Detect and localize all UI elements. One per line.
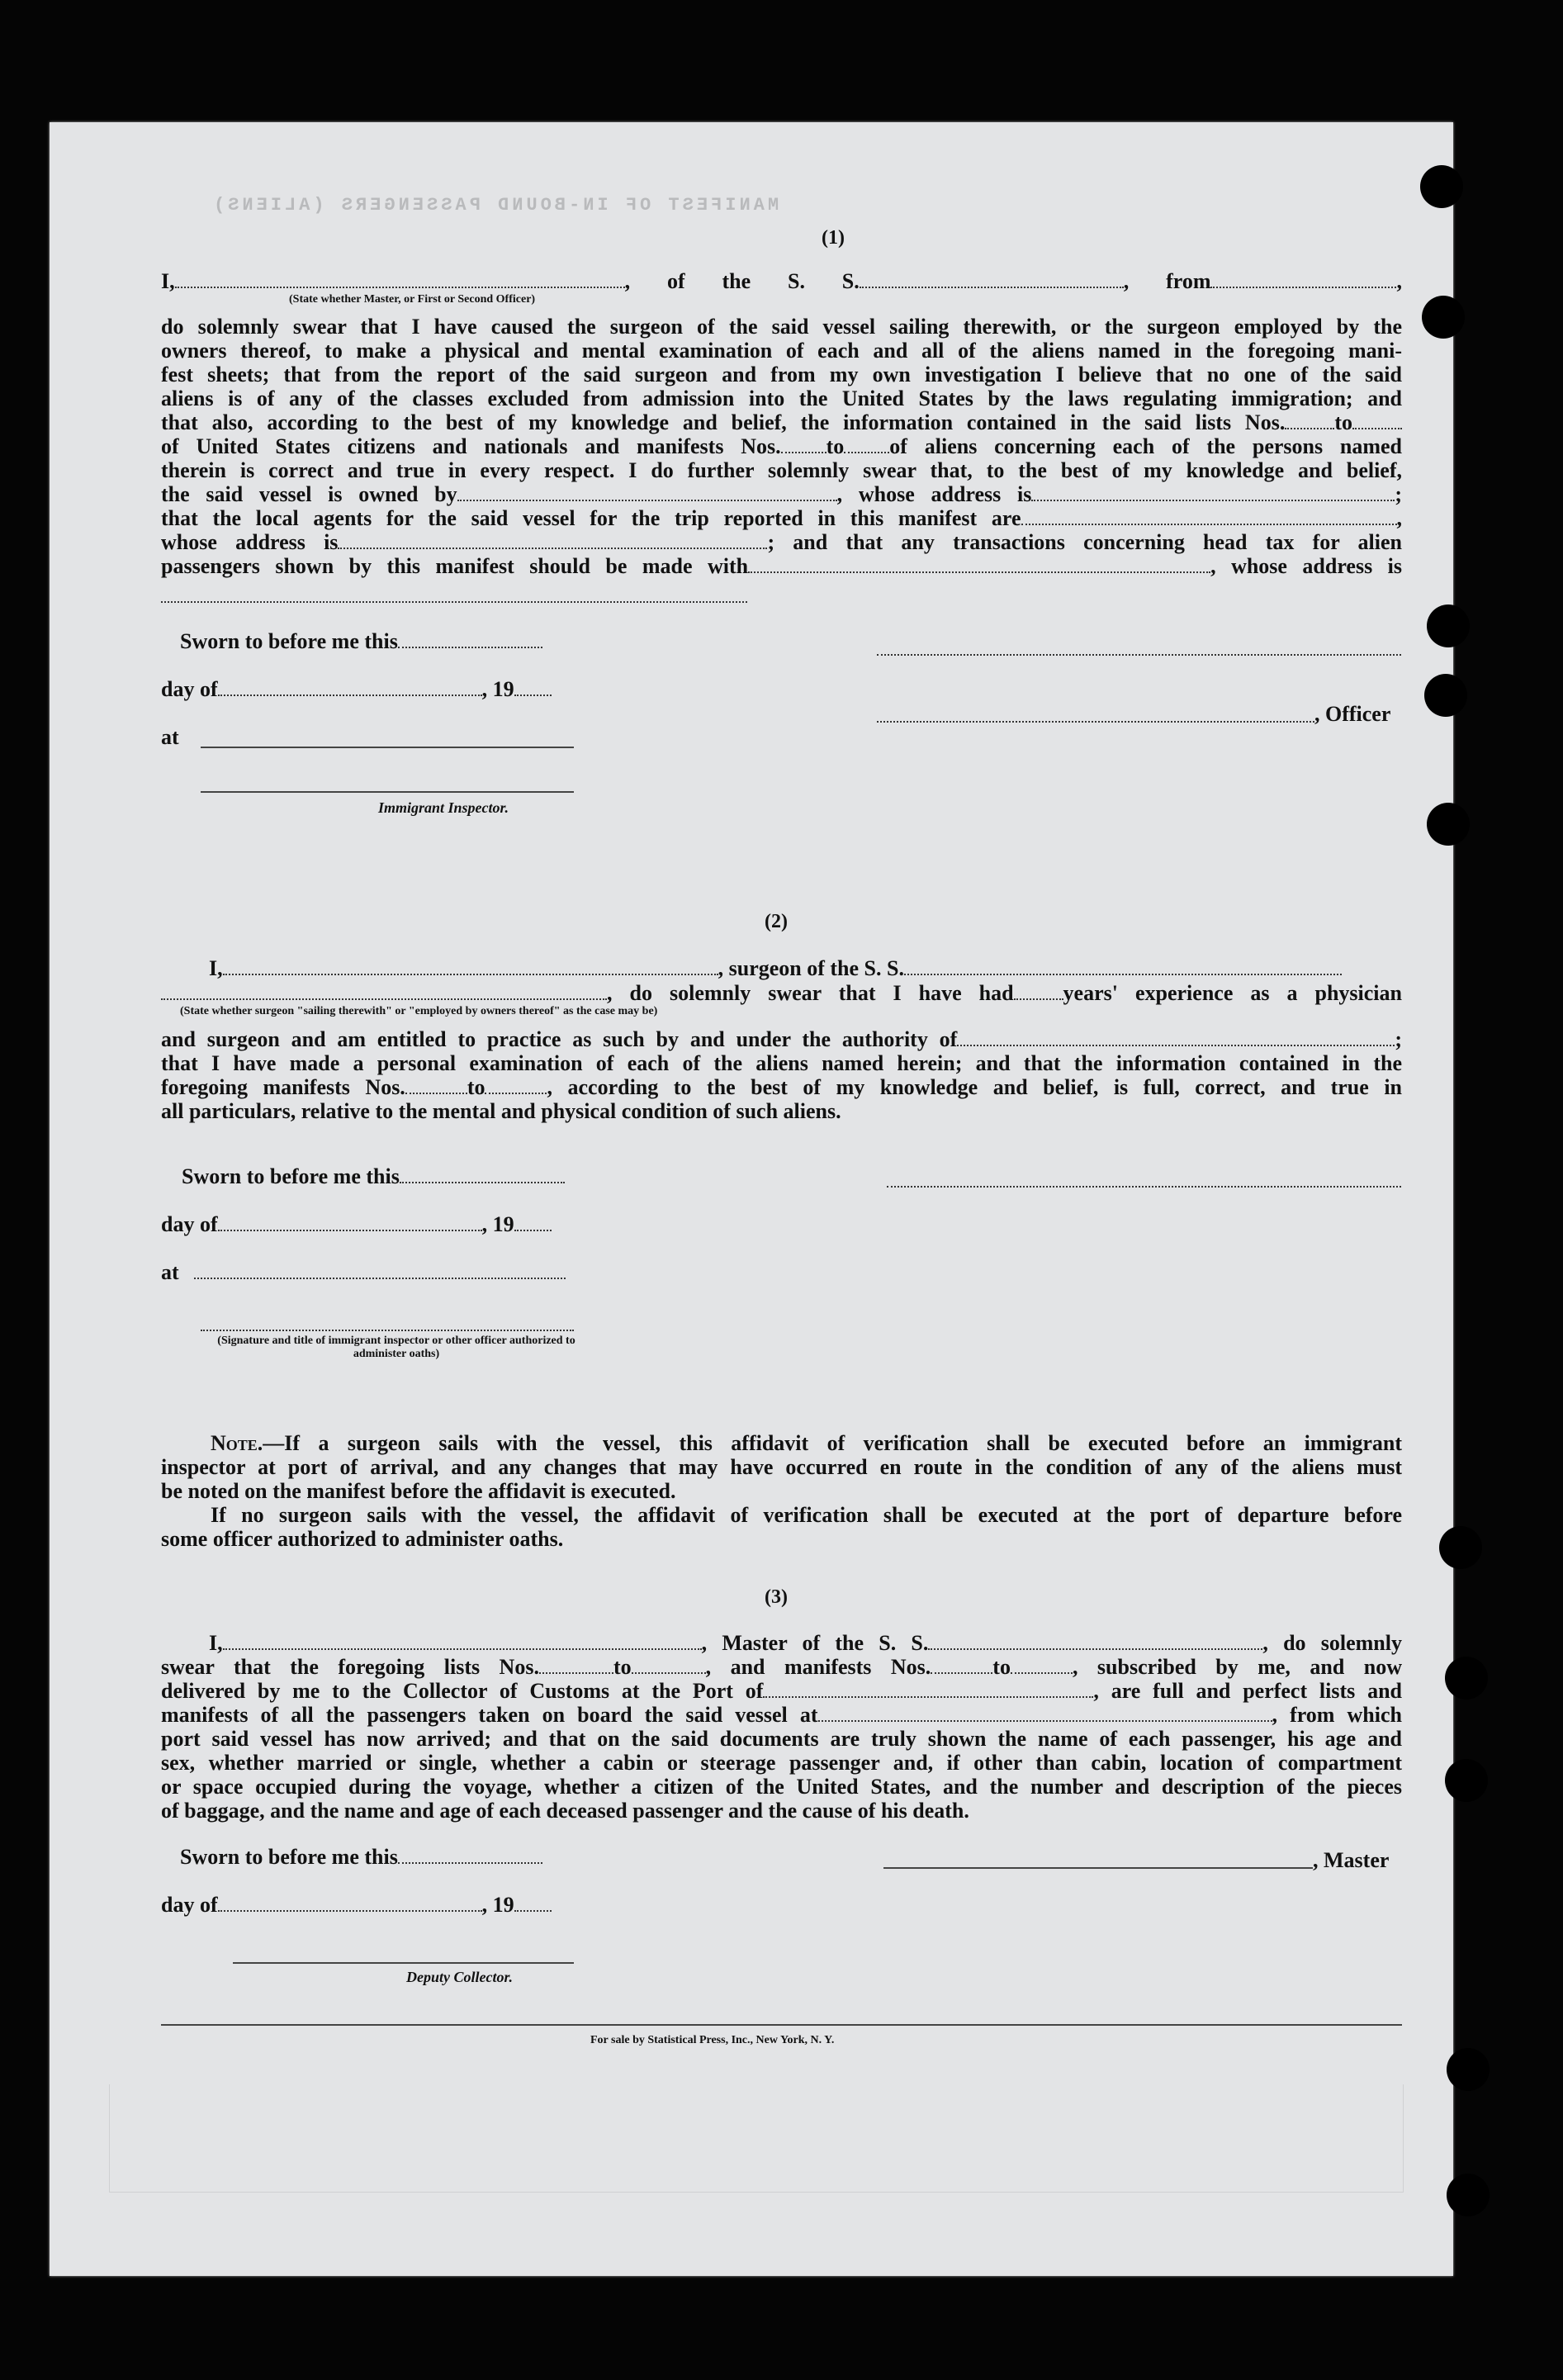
s2-ship-blank[interactable] <box>904 959 1342 975</box>
section-1-number: (1) <box>822 227 845 249</box>
s3-text-line: of baggage, and the name and age of each deceased passenger and the cause of his death. <box>161 1799 969 1823</box>
surgeon-name-blank[interactable] <box>223 959 718 975</box>
manifest-page <box>50 122 1453 2276</box>
s3-line-4: manifests of all the passengers taken on board the said vessel at , from which <box>161 1703 1402 1727</box>
s3-ship-blank[interactable] <box>928 1633 1262 1650</box>
authority-blank[interactable] <box>957 1030 1395 1046</box>
s2-day-of: day of , 19 <box>161 1212 552 1236</box>
owner-address-blank[interactable] <box>1031 485 1395 501</box>
s3-lists-from-blank[interactable] <box>539 1657 613 1674</box>
s1-from: , from <box>1123 269 1211 293</box>
s3-year-blank[interactable] <box>514 1895 552 1912</box>
binder-hole <box>1445 1657 1488 1700</box>
s2-line-2: , do solemnly swear that I have had years' experience as a physician <box>161 981 1402 1005</box>
section-3-number: (3) <box>765 1586 788 1608</box>
s3-line-3: delivered by me to the Collector of Customs at the Port of , are full and perfect lists and <box>161 1679 1402 1703</box>
s1-line-passengers: passengers shown by this manifest should be made with , whose address is <box>161 554 1402 578</box>
binder-hole <box>1427 803 1470 846</box>
s1-officer-sig-line-2[interactable] <box>877 721 1314 723</box>
binder-hole <box>1427 604 1470 647</box>
s1-sworn: Sworn to before me this <box>180 629 542 653</box>
manifest-from-blank[interactable] <box>781 437 826 453</box>
s1-day-of: day of , 19 <box>161 677 552 701</box>
master-name-blank[interactable] <box>223 1633 702 1650</box>
binder-hole <box>1445 1759 1488 1802</box>
s1-day-blank[interactable] <box>218 680 482 696</box>
footer-rule <box>161 2024 1402 2026</box>
manifest-to-blank[interactable] <box>844 437 889 453</box>
binder-hole <box>1447 2174 1490 2216</box>
binder-hole <box>1447 2048 1490 2091</box>
note-line: some officer authorized to administer oaths. <box>161 1527 564 1551</box>
surgeon-note: (State whether surgeon "sailing therewith" or "employed by owners thereof" as the case may be) <box>180 1005 658 1017</box>
port-blank[interactable] <box>763 1681 1093 1698</box>
s2-sworn-blank[interactable] <box>400 1167 565 1183</box>
s2-line-5: foregoing manifests Nos. to , according to the best of my knowledge and belief, is full, correct, and true in <box>161 1075 1402 1099</box>
owner-blank[interactable] <box>457 485 837 501</box>
head-tax-address-blank[interactable] <box>161 601 747 603</box>
section-2-number: (2) <box>765 911 788 932</box>
s1-line-citizens: of United States citizens and nationals and manifests Nos. to of aliens concerning each of the persons named <box>161 434 1402 458</box>
bleed-through-border <box>109 2084 1404 2193</box>
s1-i: I, <box>161 269 175 293</box>
binder-hole <box>1422 296 1465 339</box>
s2-at-blank[interactable] <box>194 1263 566 1279</box>
s1-of-ss: , of the S. S. <box>624 269 860 293</box>
s3-sworn-blank[interactable] <box>398 1847 542 1864</box>
s2-year-blank[interactable] <box>514 1215 552 1231</box>
list-nos-from-blank[interactable] <box>1285 413 1334 429</box>
binder-hole <box>1439 1526 1482 1569</box>
embark-port-blank[interactable] <box>818 1705 1272 1722</box>
s3-lists-to-blank[interactable] <box>632 1657 706 1674</box>
inspector-signature-line[interactable] <box>201 791 574 793</box>
surgeon-status-blank[interactable] <box>161 984 607 1000</box>
note-paragraph: Note.—If a surgeon sails with the vessel, this affidavit of verification shall be executed before an immigrant inspector at port of arrival, and any changes that may have occurred en route in the condition of any of the aliens must be noted on the manifest before the affidavit is executed. If no surgeon sails with the vessel, the affidavit of verification shall be executed at the port of departure before some officer authorized to administer oaths. <box>161 1431 1402 1551</box>
immigrant-inspector-label: Immigrant Inspector. <box>378 799 509 816</box>
printer-credit: For sale by Statistical Press, Inc., New York, N. Y. <box>590 2034 835 2046</box>
list-nos-to-blank[interactable] <box>1352 413 1402 429</box>
s1-line-agents: that the local agents for the said vessel for the trip reported in this manifest are , <box>161 506 1402 530</box>
s3-text-line: or space occupied during the voyage, whether a citizen of the United States, and the number and description of the pieces <box>161 1775 1402 1799</box>
s2-nos-to-blank[interactable] <box>485 1078 547 1094</box>
s2-line-1: I, , surgeon of the S. S. <box>209 956 1402 980</box>
s1-text-line: fest sheets; that from the report of the said surgeon and from my own investigation I believe that no one of the said <box>161 363 1402 386</box>
s3-manifest-to-blank[interactable] <box>1011 1657 1073 1674</box>
head-tax-blank[interactable] <box>748 557 1210 573</box>
agents-address-blank[interactable] <box>338 533 767 549</box>
s1-text-line: therein is correct and true in every respect. I do further solemnly swear that, to the best of my knowledge and belief, <box>161 458 1402 482</box>
name-blank[interactable] <box>175 272 625 288</box>
s1-at: at <box>161 725 179 749</box>
s1-officer-sig-line-1[interactable] <box>877 654 1401 656</box>
note-line: inspector at port of arrival, and any changes that may have occurred en route in the condition of any of the aliens must <box>161 1455 1402 1479</box>
signature-note: (Signature and title of immigrant inspector or other officer authorized to administer oaths) <box>217 1335 575 1360</box>
note-line: If no surgeon sails with the vessel, the affidavit of verification shall be executed at the port of departure before <box>211 1503 1402 1527</box>
s2-day-blank[interactable] <box>218 1215 482 1231</box>
s1-text-line: owners thereof, to make a physical and mental examination of each and all of the aliens named in the foregoing mani- <box>161 339 1402 363</box>
s2-text-line: all particulars, relative to the mental and physical condition of such aliens. <box>161 1099 841 1123</box>
s2-at: at <box>161 1260 566 1284</box>
ghost-header: MANIFEST OF IN-BOUND PASSENGERS (ALIENS) <box>211 195 779 216</box>
master-label: , Master <box>1313 1848 1390 1872</box>
s3-sworn: Sworn to before me this <box>180 1845 542 1869</box>
s1-at-line[interactable] <box>201 747 574 748</box>
s3-day-blank[interactable] <box>218 1895 482 1912</box>
s3-line-1: I, , Master of the S. S. , do solemnly <box>209 1631 1402 1655</box>
s3-text-line: port said vessel has now arrived; and that on the said documents are truly shown the name of each passenger, his age and <box>161 1727 1402 1751</box>
s1-sworn-blank[interactable] <box>398 632 542 648</box>
binder-hole <box>1424 674 1467 717</box>
s2-nos-from-blank[interactable] <box>405 1078 467 1094</box>
s3-day-of: day of , 19 <box>161 1893 552 1917</box>
deputy-collector-label: Deputy Collector. <box>406 1969 513 1985</box>
from-blank[interactable] <box>1210 272 1396 288</box>
collector-signature-line[interactable] <box>233 1962 574 1964</box>
master-signature-line[interactable] <box>883 1867 1313 1869</box>
s3-line-2: swear that the foregoing lists Nos. to , and manifests Nos. to , subscribed by me, and now <box>161 1655 1402 1679</box>
s1-line-whose: whose address is ; and that any transactions concerning head tax for alien <box>161 530 1402 554</box>
s1-year-blank[interactable] <box>514 680 552 696</box>
s1-line-1: I, , of the S. S. , from , <box>161 269 1402 293</box>
s1-line-owned: the said vessel is owned by , whose address is ; <box>161 482 1402 506</box>
s3-manifest-from-blank[interactable] <box>931 1657 992 1674</box>
note-line: be noted on the manifest before the affidavit is executed. <box>161 1479 676 1503</box>
s2-line-3: and surgeon and am entitled to practice as such by and under the authority of ; <box>161 1027 1402 1051</box>
officer-note: (State whether Master, or First or Second Officer) <box>289 293 536 306</box>
s2-surgeon-sig-line[interactable] <box>887 1186 1401 1188</box>
years-blank[interactable] <box>1014 984 1063 1000</box>
s1-line-nos: that also, according to the best of my knowledge and belief, the information contained in the said lists Nos. to <box>161 410 1402 434</box>
s2-text-line: that I have made a personal examination of each of the aliens named herein; and that the information contained in the <box>161 1051 1402 1075</box>
binder-hole <box>1420 165 1463 208</box>
s2-inspector-sig-line[interactable] <box>201 1330 574 1331</box>
s3-text-line: sex, whether married or single, whether a cabin or steerage passenger and, if other than cabin, location of compartment <box>161 1751 1402 1775</box>
s2-sworn: Sworn to before me this <box>182 1164 565 1188</box>
s1-text-line: do solemnly swear that I have caused the surgeon of the said vessel sailing therewith, or the surgeon employed by the <box>161 315 1402 339</box>
ship-blank[interactable] <box>860 272 1124 288</box>
agents-blank[interactable] <box>1021 509 1397 525</box>
note-label: Note. <box>211 1431 263 1455</box>
s1-text-line: aliens is of any of the classes excluded from admission into the United States by the laws regulating immigration; and <box>161 386 1402 410</box>
officer-label: , Officer <box>1314 702 1391 726</box>
